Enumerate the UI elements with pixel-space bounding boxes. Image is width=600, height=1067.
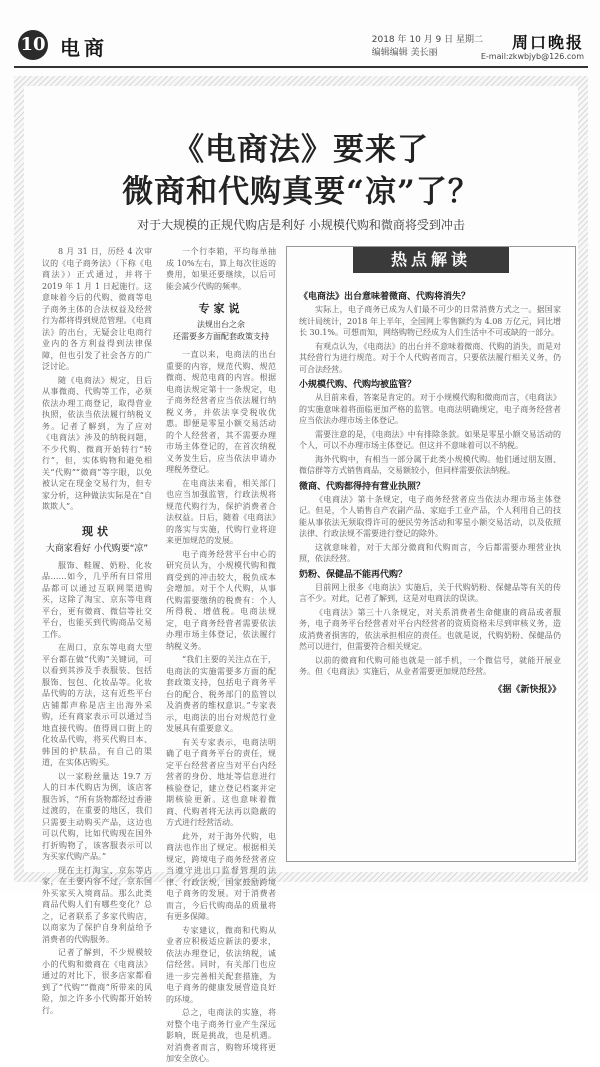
section-name: 电商 xyxy=(60,36,108,60)
page-number: 10 xyxy=(18,30,48,60)
paragraph: 专家建议，微商和代购从业者应积极适应新法的要求，依法办理登记，依法纳税，诚信经营。同时，有关部门也应进一步完善相关配套措施，为电子商务的健康发展营造良好的环境。 xyxy=(166,925,276,1004)
paragraph: “我们主要的关注点在于，电商法的实施需要多方面的配套政策支持，包括电子商务平台的配合、税务部门的监管以及消费者的维权意识。”专家表示，电商法的出台对规范行业发展具有重要意义。 xyxy=(166,655,276,733)
article-column-2 xyxy=(166,246,276,1067)
newspaper-brand: 周口晚报 xyxy=(511,33,584,52)
paragraph: 记者了解到，不少规模较小的代购和微商在《电商法》通过的对比下，很多店家都看到了“代购”“微商”所带来的风险，加之许多小代购都开始转行。 xyxy=(42,948,152,1015)
contact-email: E-mail:zkwbjyb@126.com xyxy=(480,52,584,61)
paragraph: 8 月 31 日，历经 4 次审议的《电子商务法》（下称《电商法》）正式通过，并将于 2019 年 1 月 1 日起施行。这意味着今后的代购、微商等电子商务主体的合法权益及经营行为都将得到规范管理。《电商法》的出台，无疑会让电商行业内的各方利益得到法律保障，但也引发了社会各方的广泛讨论。 xyxy=(42,247,152,371)
hot-topic-body xyxy=(299,289,561,695)
issue-date: 2018 年 10 月 9 日 星期二 xyxy=(371,35,483,45)
paragraph: 需要注意的是，《电商法》中有排除条款。如果是零星小额交易活动的个人，可以不办理市场主体登记。但这并不意味着可以不纳税。 xyxy=(299,429,561,450)
header-rule xyxy=(14,66,588,68)
section-heading-expert: 专家说 xyxy=(198,302,244,315)
article-column-1 xyxy=(42,246,152,1018)
paragraph: 在电商法来看，相关部门也应当加强监管，行政法规将规范代购行为，保护消费者合法权益。日后，随着《电商法》的落实与实施，代购行业将迎来更加规范的发展。 xyxy=(166,478,276,545)
paragraph: 电子商务经营平台中心的研究员认为，小规模代购和微商受到的冲击较大，税负成本会增加。对于个人代购，从事代购需要缴纳的税费有：个人所得税、增值税。电商法规定，电子商务经营者需要依法办理市场主体登记，依法履行纳税义务。 xyxy=(166,549,276,651)
article-frame xyxy=(14,76,588,1063)
paragraph: 在周口，京东等电商大型平台都在做“代购”关键词，可以看到其涉及手表服装、包括服饰、包包、化妆品等。化妆品代购的方法，这有近些平台店铺都声称是店主出海外采购，还有商家表示可以通过当地直接代购。值得周口街上的化妆品代购，将买代购日本、韩国的护肤品，有自己的渠道，在实体店购买。 xyxy=(42,643,152,767)
editor-credit: 编辑编辑 美长丽 xyxy=(371,48,438,58)
article-source: 《据《新快报》》 xyxy=(493,684,561,695)
question-1: 《电商法》出台意味着微商、代购将消失？ xyxy=(299,292,471,302)
paragraph: 以前的微商和代购可能也就是一部手机，一个微信号，就能开展业务。但《电商法》实施后，从业者需要更加规范经营。 xyxy=(299,655,561,676)
paragraph: 《电商法》第三十八条规定，对关系消费者生命健康的商品或者服务，电子商务平台经营者对平台内经营者的资质资格未尽到审核义务，造成消费者损害的，依法承担相应的责任。也就是说，代购奶粉、保健品仍然可以进行，但需要符合相关规定。 xyxy=(299,607,561,651)
paragraph: 一直以来，电商法的出台重要的内容，规范代购、规范微商、规范电商的内容。根据电商法规定第十一条规定，电子商务经营者应当依法履行纳税义务，并依法享受税收优惠。即便是零星小额交易活动的个人经营者，其不需要办理市场主体登记的，在首次纳税义务发生后，应当依法申请办理税务登记。 xyxy=(166,350,276,474)
paragraph: 此外，对于海外代购，电商法也作出了规定。根据相关规定，跨境电子商务经营者应当遵守进出口监督管理的法律、行政法规，国家鼓励跨境电子商务的发展。对于消费者而言，今后代购商品的质量将有更多保障。 xyxy=(166,831,276,921)
paragraph: 目前网上很多《电商法》实施后，关于代购奶粉、保健品等有关的传言不少。对此，记者了解到，这是对电商法的误读。 xyxy=(299,582,561,603)
paragraph: 一个行李箱，平均每单抽成 10%左右，算上每次往返的费用，如果还要继续，以后可能会减少代购的频率。 xyxy=(166,247,276,291)
paragraph: 服饰、鞋履、奶粉、化妆品……如今，几乎所有日常用品都可以通过互联网渠道购买，这除了淘宝、京东等电商平台，更有微商、微信等社交平台，也能买到代购商品交易工作。 xyxy=(42,560,152,639)
paragraph: 现在主打淘宝、京东等店家，在主要内容不过，京东国外买家买入境商品。那么此类商品代购人们有哪些变化？总之，记者联系了多家代购店，以商家为了保护自身利益给予消费者的代购服务。 xyxy=(42,865,152,944)
header-meta xyxy=(372,34,483,60)
paragraph: 总之，电商法的实施，将对整个电子商务行业产生深远影响，既是挑战，也是机遇。对消费者而言，购物环境将更加安全放心。 xyxy=(166,1008,276,1063)
question-3: 微商、代购都得持有营业执照？ xyxy=(299,481,426,492)
question-4: 奶粉、保健品不能再代购？ xyxy=(299,569,408,580)
headline-line-1: 《电商法》要来了 xyxy=(173,132,429,168)
section-deck-expert: 法规出台之余 还需要多方面配套政策支持 xyxy=(173,320,269,341)
section-heading-status: 现状 xyxy=(82,524,112,538)
headline-line-2: 微商和代购真要“凉”了？ xyxy=(122,174,480,210)
paragraph: 有观点认为，《电商法》的出台并不意味着微商、代购的消失，而是对其经营行为进行规范。对于个人代购者而言，只要依法履行相关义务，仍可合法经营。 xyxy=(299,341,561,374)
headline-subtitle: 对于大规模的正规代购店是利好 小规模代购和微商将受到冲击 xyxy=(137,218,465,232)
article-body xyxy=(24,86,578,1063)
paragraph: 从目前来看，答案是肯定的。对于小规模代购和微商而言，《电商法》的实施意味着将面临更加严格的监管。电商法明确规定，电子商务经营者应当依法办理市场主体登记。 xyxy=(299,393,561,425)
section-deck-status: 大商家看好 小代购要“凉” xyxy=(45,543,149,554)
hot-topic-box xyxy=(286,246,576,862)
paragraph: 海外代购中，有相当一部分属于此类小规模代购。他们通过朋友圈、微信群等方式销售商品，交易额较小，但同样需要依法纳税。 xyxy=(299,454,561,475)
paragraph: 有关专家表示，电商法明确了电子商务平台的责任，规定平台经营者应当对平台内经营者的身份、地址等信息进行核验登记，建立登记档案并定期核验更新。这也意味着微商、代购者将无法再以隐蔽的方式进行经营活动。 xyxy=(166,737,276,827)
paragraph: 随《电商法》规定，目后从事微商、代购等工作，必须依法办理工商登记，取得营业执照，依法当依法履行纳税义务。记者了解到，为了应对《电商法》涉及的纳税问题，不少代购、微商开始转行“转行”，但，实体购物和避免相关“代购”“微商”等字眼，以免被认定在现金交易行为，但专家分析，这种做法实际是在“自欺欺人”。 xyxy=(42,375,152,511)
paragraph: 以一家粉丝量达 19.7 万人的日本代购店为例，该店客服告诉，“所有货物都经过香港过渡的，在重要的地区，我们只需要主动购买产品，这边也可以代购，比如代购现在国外打折购物了，该客服表示可以为买家代购产品。” xyxy=(42,771,152,861)
paragraph: 实际上，电子商务已成为人们最不可少的日常消费方式之一。据国家统计局统计，2018 年上半年，全国网上零售额约为 4.08 万亿元，同比增长 30.1%。可想而知，网络购物已经成为人们生活中不可或缺的一部分。 xyxy=(299,305,561,337)
question-2: 小规模代购、代购均被监管？ xyxy=(299,380,417,390)
paragraph: 这就意味着，对于大部分微商和代购而言，今后都需要办理营业执照，依法经营。 xyxy=(299,542,561,563)
paragraph: 《电商法》第十条规定，电子商务经营者应当依法办理市场主体登记。但是，个人销售自产农副产品、家庭手工业产品，个人利用自己的技能从事依法无须取得许可的便民劳务活动和零星小额交易活动，以及依照法律、行政法规不需要进行登记的除外。 xyxy=(299,494,561,538)
hot-topic-banner: 热点解读 xyxy=(353,247,509,273)
page-header xyxy=(14,28,588,68)
